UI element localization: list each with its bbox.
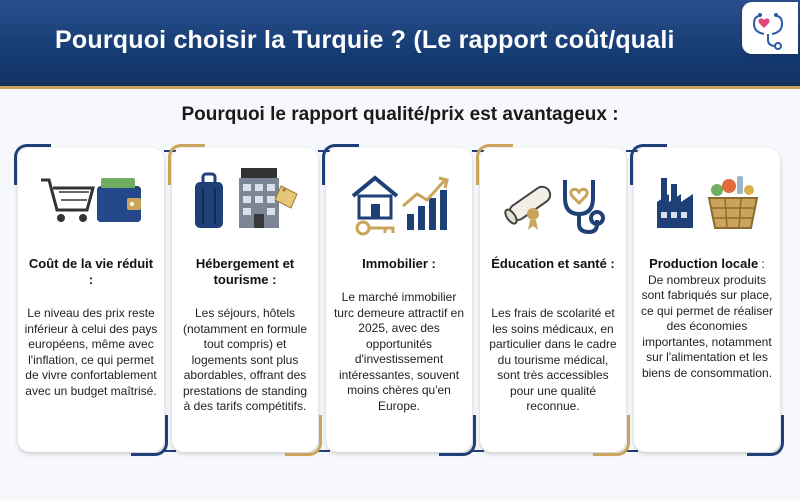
card-title: Immobilier : xyxy=(362,256,436,271)
card-connector xyxy=(472,450,484,452)
card-education-health xyxy=(480,148,626,452)
card-title: Hébergement et tourisme : xyxy=(195,256,295,287)
stethoscope-heart-logo-icon xyxy=(742,2,798,54)
diploma-stethoscope-icon xyxy=(493,166,613,240)
header-divider xyxy=(0,86,800,89)
card-local-production xyxy=(634,148,780,452)
page-title: Pourquoi choisir la Turquie ? (Le rapport coût/quali xyxy=(55,26,675,54)
card-title: Éducation et santé : xyxy=(491,256,615,271)
card-description: Les frais de scolarité et les soins médicaux, en particulier dans le cadre du tourisme médical, sont très accessibles pour une qualité reconnue. xyxy=(489,306,617,413)
suitcase-hotel-icon xyxy=(185,166,305,240)
header-banner xyxy=(0,0,800,86)
card-cost-of-living xyxy=(18,148,164,452)
card-connector xyxy=(626,450,638,452)
card-description: Les séjours, hôtels (notamment en formule tout compris) et logements sont plus abordables, offrant des prestations de standing à des tarifs compétitifs. xyxy=(182,306,308,413)
card-description: Le marché immobilier turc demeure attractif en 2025, avec des opportunités d'investissement intéressantes, souvent moins chères qu'en Europe. xyxy=(333,290,465,413)
card-title: Production locale xyxy=(649,256,759,271)
house-key-growth-chart-icon xyxy=(339,166,459,240)
card-description: Le niveau des prix reste inférieur à celui des pays européens, même avec l'inflation, ce qui permet de vivre confortablement avec un budget maîtrisé. xyxy=(24,306,158,398)
card-real-estate xyxy=(326,148,472,452)
card-title: Coût de la vie réduit : xyxy=(28,256,154,287)
section-subtitle: Pourquoi le rapport qualité/prix est avantageux : xyxy=(181,104,619,125)
factory-grocery-basket-icon xyxy=(647,166,767,240)
card-description: : De nombreux produits sont fabriqués sur place, ce qui permet de réaliser des économies importantes, notamment sur l'alimentation et les biens de consommation. xyxy=(640,257,774,380)
card-title-description xyxy=(640,256,774,381)
card-accommodation xyxy=(172,148,318,452)
card-connector xyxy=(164,450,176,452)
card-connector xyxy=(318,450,330,452)
shopping-cart-wallet-icon xyxy=(31,166,151,240)
